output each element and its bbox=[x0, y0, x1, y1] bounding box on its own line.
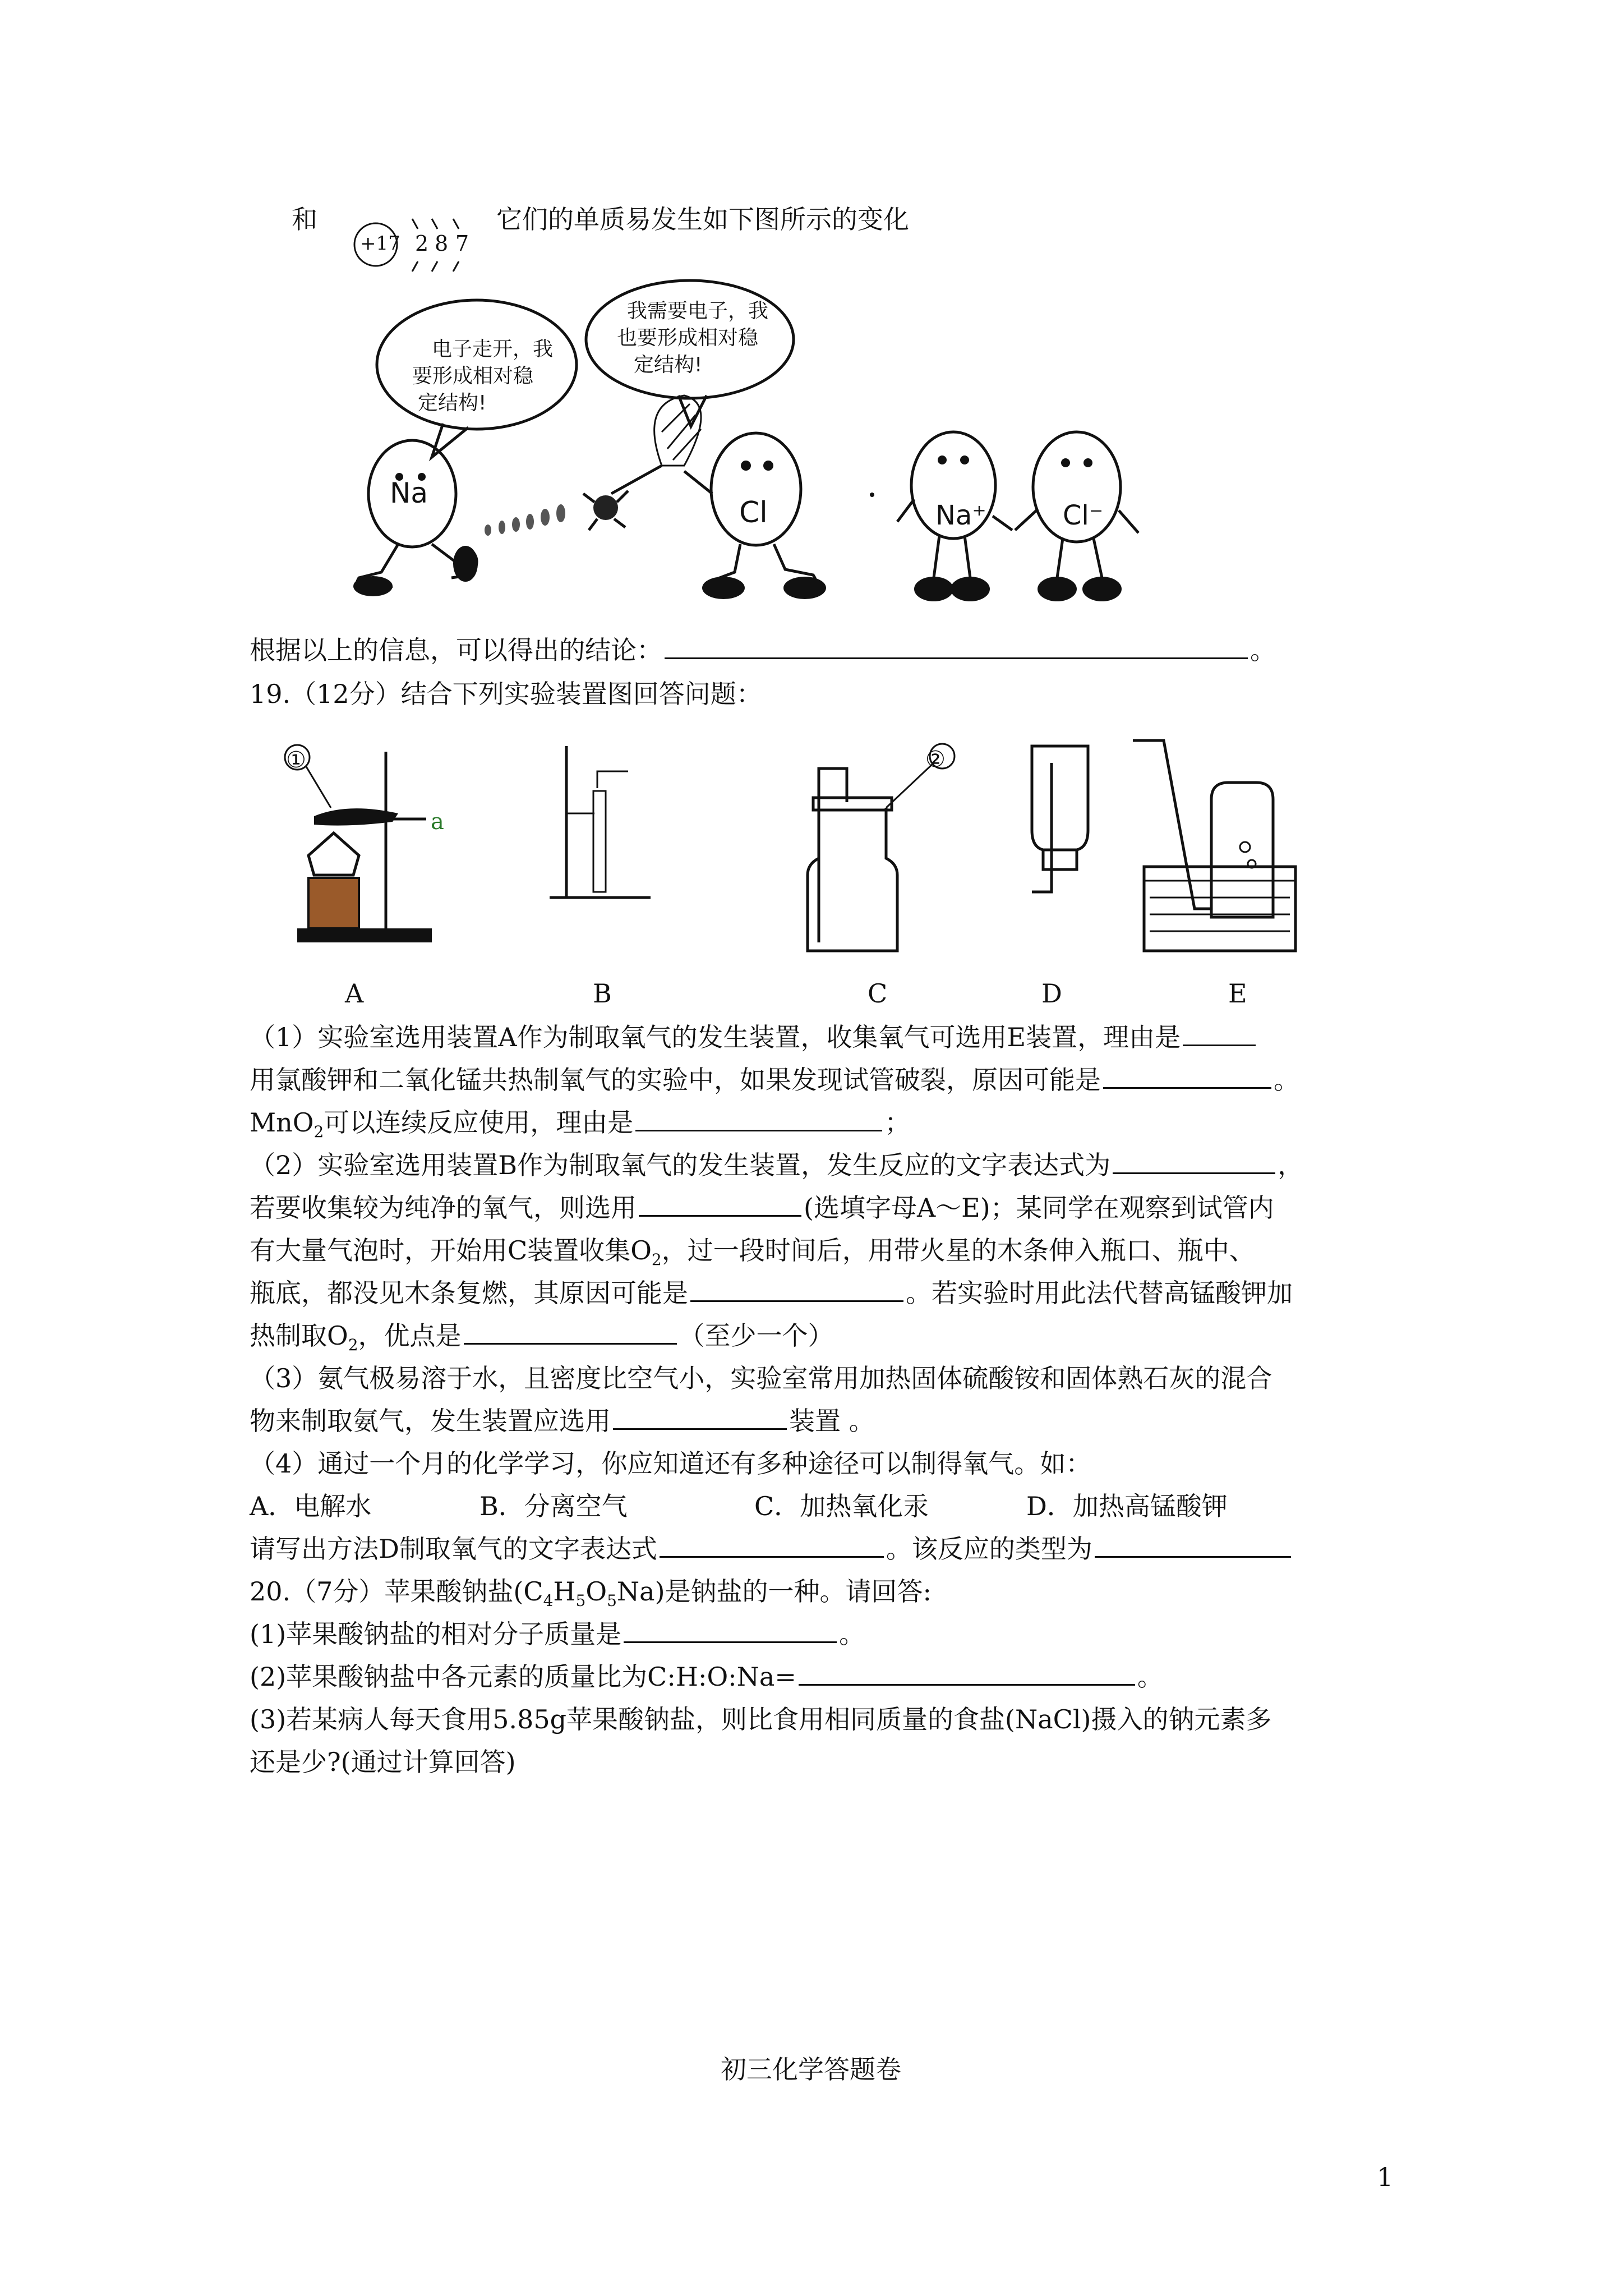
cl-bubble-3: 定结构! bbox=[634, 353, 703, 376]
q19-1-line3: MnO$_2$可以连续反应使用，理由是 ； bbox=[250, 1107, 911, 1142]
mark-two: ② bbox=[925, 747, 946, 772]
mark-a: a bbox=[431, 809, 444, 835]
q20-2: (2)苹果酸钠盐中各元素的质量比为C:H:O:Na= 。 bbox=[250, 1662, 1163, 1692]
page-number: 1 bbox=[1377, 2162, 1394, 2192]
label-C: C bbox=[868, 978, 888, 1009]
na-bubble-2: 要形成相对稳 bbox=[412, 365, 534, 388]
q19-3-line1: （3）氨气极易溶于水，且密度比空气小，实验室常用加热固体硫酸铵和固体熟石灰的混合 bbox=[250, 1363, 1272, 1393]
q19-2-line4: 瓶底，都没见木条复燃，其原因可能是 。若实验时用此法代替高锰酸钾加 bbox=[250, 1278, 1293, 1308]
conclusion-blank[interactable] bbox=[665, 635, 1248, 659]
option-c: C．加热氧化汞 bbox=[754, 1491, 929, 1521]
cl-bubble-2: 也要形成相对稳 bbox=[617, 326, 759, 349]
conclusion-line: 根据以上的信息，可以得出的结论： 。 bbox=[250, 635, 1276, 665]
option-a: A．电解水 bbox=[250, 1491, 372, 1521]
cl-bubble-1: 我需要电子，我 bbox=[627, 300, 769, 323]
label-A: A bbox=[345, 978, 364, 1009]
option-b: B．分离空气 bbox=[479, 1491, 628, 1521]
q19-1-line1: （1）实验室选用装置A作为制取氧气的发生装置，收集氧气可选用E装置，理由是 bbox=[250, 1021, 1258, 1053]
atom-shell-3: 7 bbox=[455, 231, 469, 256]
q19-2-line1: （2）实验室选用装置B作为制取氧气的发生装置，发生反应的文字表达式为 ， bbox=[250, 1150, 1304, 1180]
q19-title: 19.（12分）结合下列实验装置图回答问题： bbox=[250, 679, 762, 709]
atom-shell-2: 8 bbox=[435, 231, 449, 256]
q19-4-line1: （4）通过一个月的化学学习，你应知道还有多种途径可以制得氧气。如： bbox=[250, 1448, 1092, 1479]
label-E: E bbox=[1228, 978, 1247, 1009]
intro-tail: 它们的单质易发生如下图所示的变化 bbox=[496, 204, 909, 234]
q20-title: 20.（7分）苹果酸钠盐$(C_4H_5O_5Na)$是钠盐的一种。请回答: bbox=[250, 1576, 932, 1611]
atom-shell-1: 2 bbox=[415, 231, 429, 256]
label-D: D bbox=[1041, 978, 1062, 1009]
q19-3-line2: 物来制取氨气，发生装置应选用 装置 。 bbox=[250, 1406, 875, 1436]
na-label: Na bbox=[390, 477, 428, 509]
apparatus-figures bbox=[292, 729, 1357, 965]
q19-2-line2: 若要收集较为纯净的氧气，则选用 (选填字母A～E)；某同学在观察到试管内 bbox=[250, 1193, 1274, 1223]
atom-nucleus: +17 bbox=[360, 232, 400, 255]
na-bubble-1: 电子走开，我 bbox=[432, 338, 554, 361]
q19-2-line3: 有大量气泡时，开始用C装置收集$O_2$，过一段时间后，用带火星的木条伸入瓶口、瓶中、 bbox=[250, 1235, 1255, 1269]
q20-3-line2: 还是少?(通过计算回答) bbox=[250, 1747, 516, 1777]
cl-ion-label: Cl⁻ bbox=[1063, 500, 1104, 531]
q20-1: (1)苹果酸钠盐的相对分子质量是 。 bbox=[250, 1619, 865, 1649]
cl-label: Cl bbox=[739, 496, 768, 530]
q19-1-line2: 用氯酸钾和二氧化锰共热制氧气的实验中，如果发现试管破裂，原因可能是 。 bbox=[250, 1065, 1299, 1095]
footer-title: 初三化学答题卷 bbox=[721, 2054, 901, 2085]
mark-one: ① bbox=[286, 747, 306, 773]
na-ion-label: Na⁺ bbox=[935, 500, 986, 531]
option-d: D．加热高锰酸钾 bbox=[1026, 1491, 1228, 1521]
intro-he: 和 bbox=[292, 204, 317, 234]
q20-3-line1: (3)若某病人每天食用5.85g苹果酸钠盐，则比食用相同质量的食盐(NaCl)摄入的钠元素多 bbox=[250, 1704, 1272, 1734]
label-B: B bbox=[593, 978, 612, 1009]
q19-2-line5: 热制取$O_2$，优点是 （至少一个） bbox=[250, 1320, 834, 1355]
q19-4-line2: 请写出方法D制取氧气的文字表达式 。该反应的类型为 bbox=[250, 1533, 1293, 1565]
na-bubble-3: 定结构! bbox=[418, 392, 487, 415]
